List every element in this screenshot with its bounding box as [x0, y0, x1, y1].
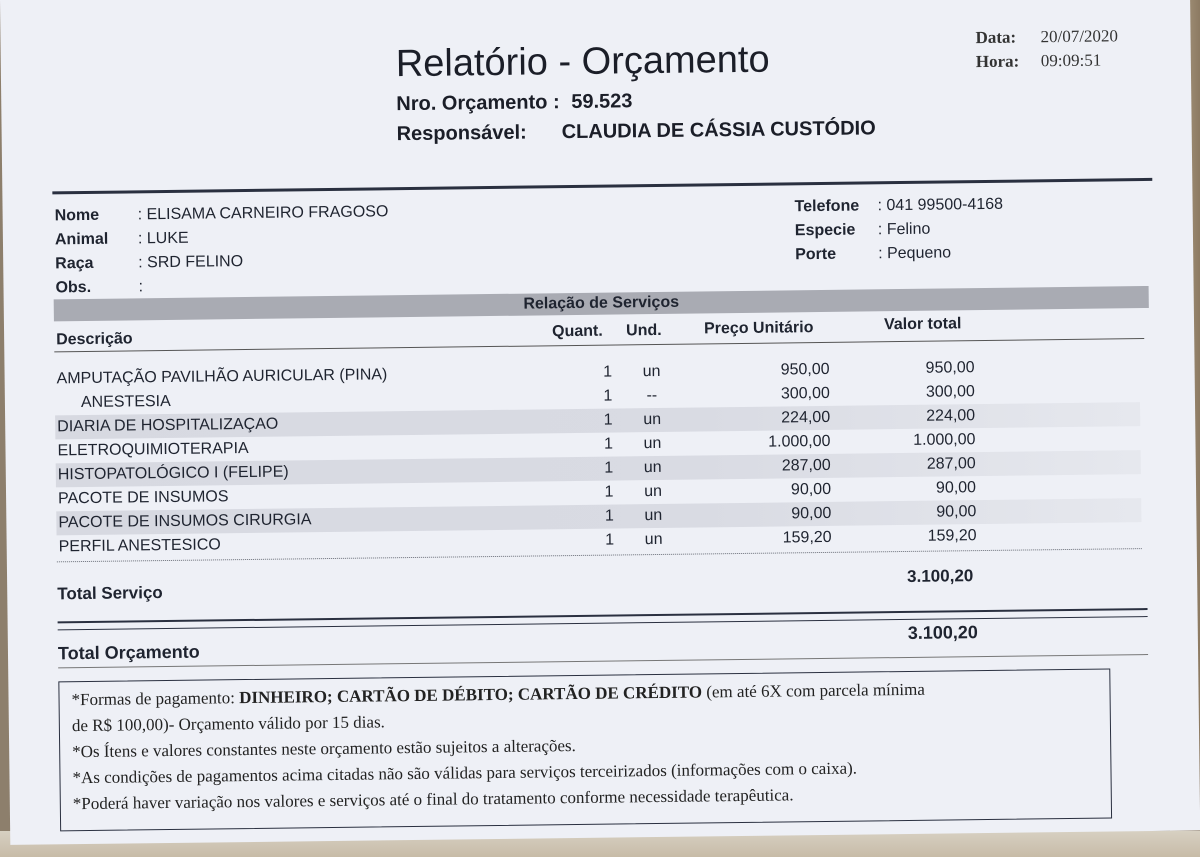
col-unit: Und.: [625, 321, 662, 340]
obs-value: :: [138, 278, 144, 296]
subtotal-divider: [58, 608, 1148, 623]
col-unit-price: Preço Unitário: [703, 319, 814, 338]
payment-notes-box: [58, 668, 1112, 831]
row-unit: un: [643, 410, 662, 429]
page-title: Relatório - Orçamento: [395, 38, 770, 86]
total-divider: [58, 654, 1148, 668]
row-total: 90,00: [936, 503, 977, 521]
note-outsourced-services: *As condições de pagamentos acima citadas não são válidas para serviços terceirizados (informações com o caixa).: [72, 758, 858, 788]
row-unit-price: 287,00: [781, 456, 831, 475]
services-section-band: [54, 286, 1149, 321]
row-total: 287,00: [926, 455, 976, 473]
row-unit: --: [646, 387, 658, 405]
row-total: 224,00: [926, 407, 976, 425]
row-unit-price: 300,00: [780, 384, 830, 403]
total-services-label: Total Serviço: [57, 583, 163, 604]
row-unit: un: [644, 530, 663, 549]
row-unit-price: 159,20: [782, 528, 832, 547]
note-payment-methods: [71, 680, 925, 710]
phone-value: : 041 99500-4168: [877, 195, 1004, 215]
client-name-value: : ELISAMA CARNEIRO FRAGOSO: [137, 203, 389, 224]
row-quantity: 1: [603, 363, 613, 381]
note-payment-methods-list: DINHEIRO; CARTÃO DE DÉBITO; CARTÃO DE CRÉDITO: [239, 682, 703, 708]
species-value: : Felino: [877, 220, 931, 239]
breed-value: : SRD FELINO: [138, 253, 244, 272]
row-unit-price: 1.000,00: [768, 432, 831, 451]
time-value: 09:09:51: [1040, 50, 1102, 71]
row-unit: un: [644, 482, 663, 501]
row-total: 300,00: [925, 383, 975, 401]
row-unit-price: 90,00: [790, 480, 832, 499]
budget-number-value: 59.523: [571, 90, 633, 114]
note-budget-validity: de R$ 100,00)- Orçamento válido por 15 dias.: [71, 712, 385, 736]
date-label: Data:: [975, 27, 1017, 48]
row-quantity: 1: [603, 411, 613, 429]
row-unit-price: 950,00: [780, 360, 830, 379]
note-subject-to-change: *Os Ítens e valores constantes neste orçamento estão sujeitos a alterações.: [72, 736, 576, 762]
row-description: DIARIA DE HOSPITALIZAÇAO: [57, 415, 279, 436]
total-services-value: 3.100,20: [906, 566, 974, 586]
animal-label: Animal: [54, 230, 109, 249]
row-description: PERFIL ANESTESICO: [58, 536, 221, 556]
services-section-title: Relação de Serviços: [523, 293, 680, 313]
subtotal-divider-thin: [58, 616, 1148, 630]
row-unit: un: [643, 434, 662, 453]
time-label: Hora:: [975, 51, 1020, 72]
row-unit-price: 224,00: [781, 408, 831, 427]
client-name-label: Nome: [54, 206, 100, 225]
row-unit: un: [643, 458, 662, 477]
species-label: Especie: [794, 221, 856, 240]
row-description: ELETROQUIMIOTERAPIA: [57, 439, 249, 460]
row-unit: un: [644, 506, 663, 525]
note-payment-suffix: (em até 6X com parcela mínima: [701, 679, 925, 702]
total-budget-value: 3.100,20: [907, 622, 978, 643]
row-description: PACOTE DE INSUMOS: [57, 488, 229, 508]
row-quantity: 1: [603, 435, 614, 453]
size-value: : Pequeno: [878, 244, 952, 263]
date-value: 20/07/2020: [1040, 26, 1119, 47]
row-quantity: 1: [605, 531, 615, 549]
animal-value: : LUKE: [137, 229, 189, 248]
size-label: Porte: [795, 245, 837, 264]
row-unit: un: [642, 362, 661, 381]
row-total: 90,00: [935, 479, 977, 497]
row-unit-price: 90,00: [791, 504, 832, 523]
col-total: Valor total: [883, 315, 962, 334]
row-total: 950,00: [925, 359, 975, 377]
row-quantity: 1: [604, 507, 614, 525]
breed-label: Raça: [55, 254, 94, 273]
row-quantity: 1: [604, 459, 614, 477]
responsible-value: CLAUDIA DE CÁSSIA CUSTÓDIO: [561, 117, 876, 144]
row-quantity: 1: [604, 483, 614, 501]
row-total: 1.000,00: [913, 431, 976, 449]
budget-number-label: Nro. Orçamento :: [396, 91, 560, 116]
col-quantity: Quant.: [551, 322, 603, 341]
row-total: 159,20: [927, 527, 977, 545]
row-description: PACOTE DE INSUMOS CIRURGIA: [58, 511, 312, 532]
phone-label: Telefone: [794, 197, 860, 216]
note-payment-prefix: *Formas de pagamento:: [71, 688, 240, 710]
responsible-label: Responsável:: [396, 121, 527, 146]
row-quantity: 1: [603, 387, 613, 405]
col-description: Descrição: [56, 330, 133, 349]
total-budget-label: Total Orçamento: [57, 641, 200, 664]
row-description: HISTOPATOLÓGICO I (FELIPE): [57, 463, 289, 484]
obs-label: Obs.: [55, 278, 92, 297]
header-divider: [52, 178, 1152, 194]
row-description: AMPUTAÇÃO PAVILHÃO AURICULAR (PINA): [56, 366, 388, 388]
note-treatment-variation: *Poderá haver variação nos valores e serviços até o final do tratamento conforme necessidade terapêutica.: [72, 785, 794, 814]
row-description: ANESTESIA: [80, 392, 171, 412]
